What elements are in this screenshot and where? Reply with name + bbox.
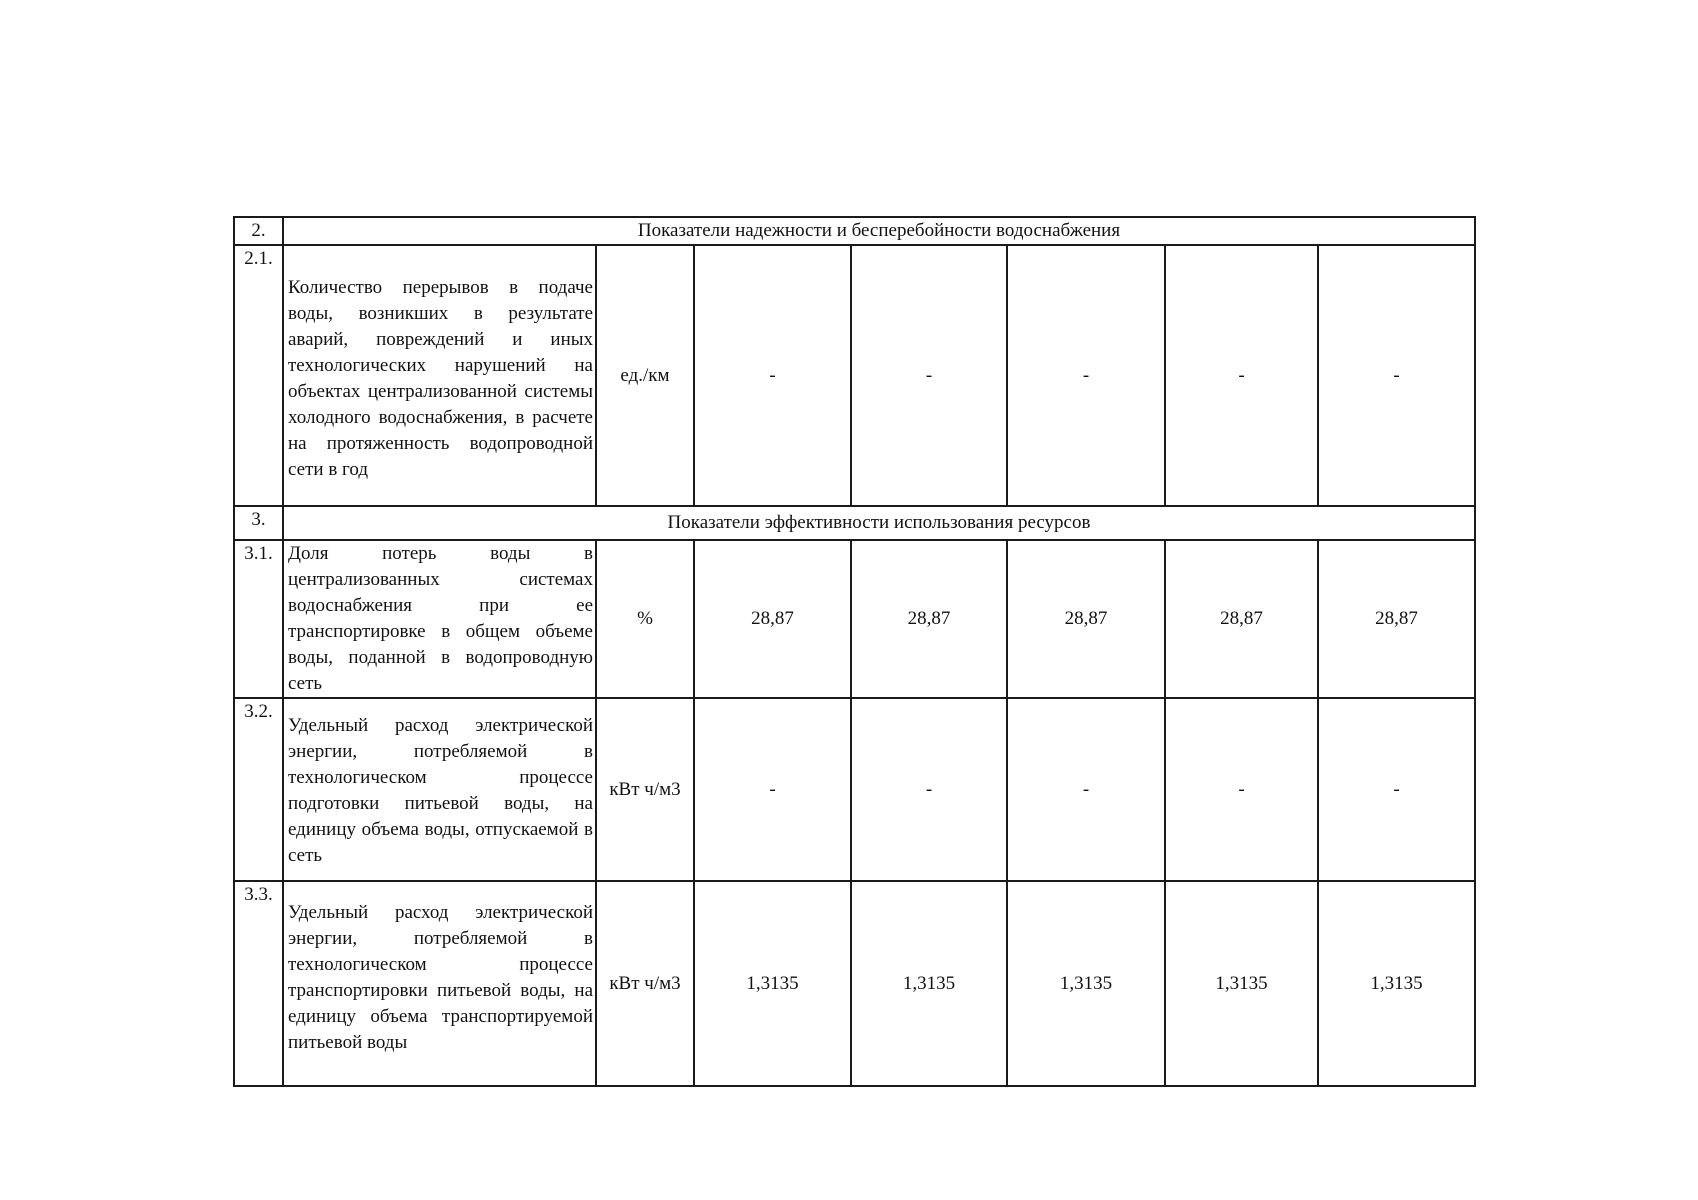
indicator-name: Удельный расход электрической энергии, потребляемой в технологическом процессе транспортировки питьевой воды, на единицу объема транспортируемой питьевой воды xyxy=(283,881,596,1086)
unit-cell: ед./км xyxy=(596,245,694,506)
value-cell: - xyxy=(1007,245,1165,506)
value-cell: - xyxy=(851,698,1007,881)
table-row xyxy=(234,540,1475,698)
indicators-table xyxy=(233,216,1476,1087)
value-cell: - xyxy=(694,698,851,881)
value-cell: - xyxy=(1165,698,1318,881)
indicator-name: Количество перерывов в подаче воды, возникших в результате аварий, повреждений и иных технологических нарушений на объектах централизованной системы холодного водоснабжения, в расчете на протяженность водопроводной сети в год xyxy=(283,245,596,506)
value-cell: - xyxy=(1007,698,1165,881)
value-cell: 1,3135 xyxy=(1007,881,1165,1086)
value-cell: 28,87 xyxy=(1318,540,1475,698)
section-header-row xyxy=(234,217,1475,245)
row-number: 3.3. xyxy=(234,881,283,1086)
table-row xyxy=(234,245,1475,506)
row-number: 3.1. xyxy=(234,540,283,698)
value-cell: - xyxy=(694,245,851,506)
unit-cell: кВт ч/м3 xyxy=(596,698,694,881)
section-title: Показатели эффективности использования ресурсов xyxy=(283,506,1475,540)
value-cell: - xyxy=(1318,698,1475,881)
value-cell: 1,3135 xyxy=(1318,881,1475,1086)
section-header-row xyxy=(234,506,1475,540)
value-cell: 28,87 xyxy=(694,540,851,698)
table-row xyxy=(234,881,1475,1086)
unit-cell: % xyxy=(596,540,694,698)
value-cell: 1,3135 xyxy=(1165,881,1318,1086)
row-number: 2.1. xyxy=(234,245,283,506)
value-cell: - xyxy=(1165,245,1318,506)
section-title: Показатели надежности и бесперебойности водоснабжения xyxy=(283,217,1475,245)
value-cell: 1,3135 xyxy=(851,881,1007,1086)
value-cell: 28,87 xyxy=(1165,540,1318,698)
section-number: 2. xyxy=(234,217,283,245)
value-cell: - xyxy=(851,245,1007,506)
value-cell: 28,87 xyxy=(1007,540,1165,698)
section-number: 3. xyxy=(234,506,283,540)
indicator-name: Удельный расход электрической энергии, потребляемой в технологическом процессе подготовки питьевой воды, на единицу объема воды, отпускаемой в сеть xyxy=(283,698,596,881)
indicator-name: Доля потерь воды в централизованных системах водоснабжения при ее транспортировке в общем объеме воды, поданной в водопроводную сеть xyxy=(283,540,596,698)
value-cell: - xyxy=(1318,245,1475,506)
row-number: 3.2. xyxy=(234,698,283,881)
unit-cell: кВт ч/м3 xyxy=(596,881,694,1086)
value-cell: 1,3135 xyxy=(694,881,851,1086)
table-row xyxy=(234,698,1475,881)
value-cell: 28,87 xyxy=(851,540,1007,698)
